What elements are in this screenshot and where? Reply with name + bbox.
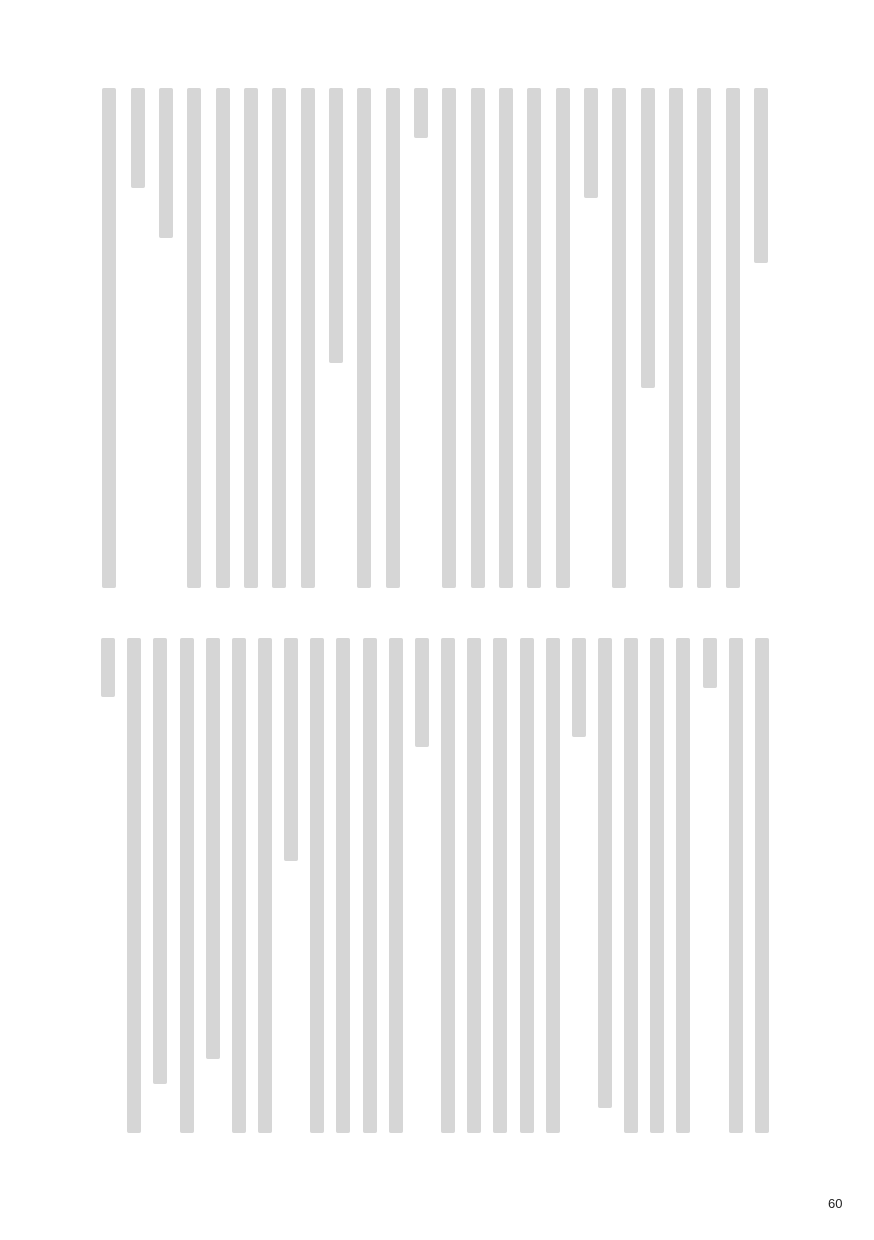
text-column [187,88,201,588]
text-column [127,638,141,1133]
text-column [650,638,664,1133]
text-column [669,88,683,588]
text-column [216,88,230,588]
text-column [441,638,455,1133]
text-column [386,88,400,588]
text-column [520,638,534,1133]
text-tier-top [95,88,775,588]
page-number: 60 [828,1196,843,1211]
text-column [624,638,638,1133]
text-column [703,638,717,688]
text-column [598,638,612,1108]
text-column [442,88,456,588]
text-column [415,638,429,747]
text-column [755,638,769,1133]
text-column [729,638,743,1133]
text-column [499,88,513,588]
text-column [471,88,485,588]
text-column [272,88,286,588]
text-column [556,88,570,588]
text-column [206,638,220,1059]
text-column [546,638,560,1133]
text-column [258,638,272,1133]
text-column [159,88,173,238]
text-tier-bottom [95,638,775,1133]
text-column [389,638,403,1133]
text-column [493,638,507,1133]
text-column [527,88,541,588]
text-column [676,638,690,1133]
text-column [131,88,145,188]
text-column [329,88,343,363]
text-column [414,88,428,138]
text-column [697,88,711,588]
text-column [102,88,116,588]
text-column [301,88,315,588]
text-column [726,88,740,588]
text-column [244,88,258,588]
text-column [572,638,586,737]
text-column [357,88,371,588]
text-column [641,88,655,388]
text-column [284,638,298,861]
text-column [363,638,377,1133]
text-column [467,638,481,1133]
text-column [336,638,350,1133]
text-column [232,638,246,1133]
text-column [612,88,626,588]
text-column [153,638,167,1084]
text-column [101,638,115,697]
text-column [310,638,324,1133]
text-column [180,638,194,1133]
text-column [584,88,598,198]
text-column [754,88,768,263]
